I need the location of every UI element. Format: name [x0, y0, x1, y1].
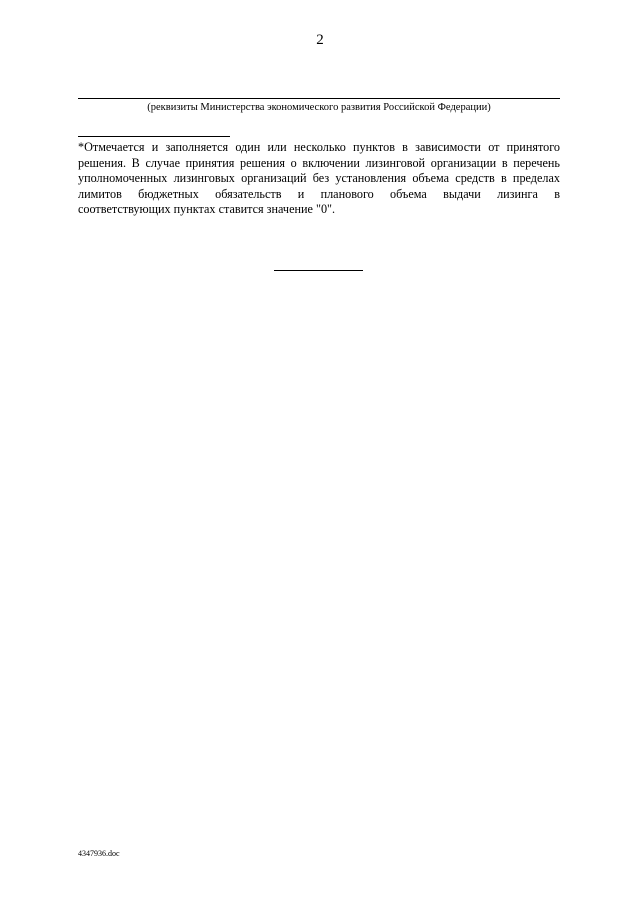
requisites-caption: (реквизиты Министерства экономического развития Российской Федерации)	[147, 102, 491, 113]
page-number: 2	[316, 32, 324, 48]
footnote	[78, 140, 560, 218]
footnote-line: решения. В случае принятия решения о включении лизинговой организации в перечень	[78, 155, 560, 170]
footnote-line: соответствующих пунктах ставится значение "0".	[78, 202, 336, 216]
document-filename: 4347936.doc	[78, 849, 120, 858]
requisites-signature-line	[78, 98, 560, 99]
footnote-separator	[78, 136, 230, 137]
footnote-line: *Отмечается и заполняется один или несколько пунктов в зависимости от принятого	[78, 140, 560, 154]
footnote-line: уполномоченных лизинговых организаций без установления объема средств в пределах	[78, 171, 560, 185]
footnote-line: лимитов бюджетных обязательств и планового объема выдачи лизинга в	[78, 186, 560, 201]
document-end-rule	[274, 270, 363, 271]
